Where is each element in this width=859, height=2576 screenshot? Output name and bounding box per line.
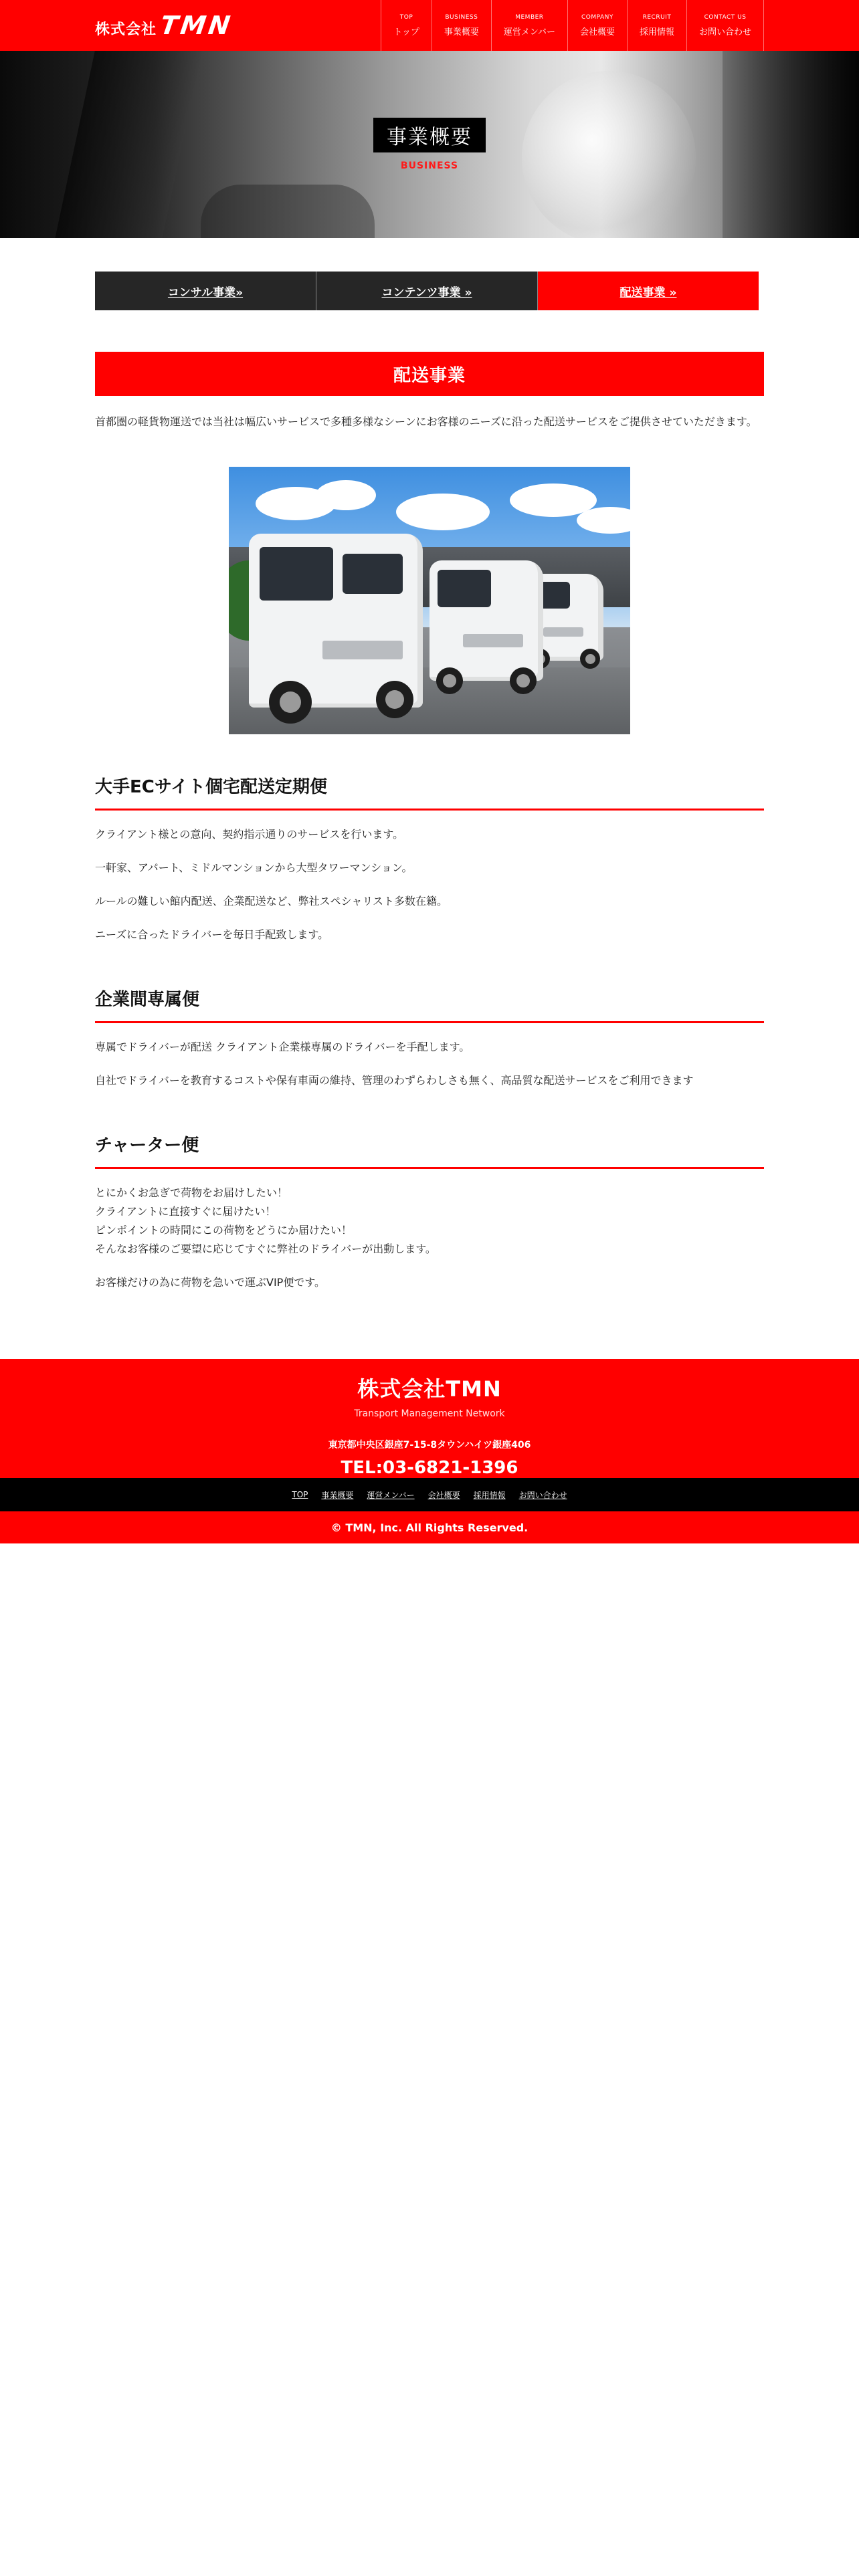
van-window <box>260 547 333 601</box>
service-paragraph: 自社でドライバーを教育するコストや保有車両の維持、管理のわずらわしさも無く、高品質な配送サービスをご利用できます <box>95 1074 694 1087</box>
footer-tel[interactable]: TEL:03-6821-1396 <box>341 1458 518 1478</box>
service-section <box>95 1132 764 1292</box>
section-intro: 首都圏の軽貨物運送では当社は幅広いサービスで多種多様なシーンにお客様のニーズに沿った配送サービスをご提供させていただきます。 <box>95 415 757 428</box>
van-wheel <box>376 681 413 718</box>
business-tabs <box>95 272 759 310</box>
site-logo[interactable] <box>95 11 233 40</box>
service-paragraph: ピンポイントの時間にこの荷物をどうにか届けたい！ <box>95 1224 353 1237</box>
nav-item-en-label: RECRUIT <box>642 13 672 21</box>
van-grille <box>463 634 523 647</box>
nav-item-top[interactable] <box>381 0 432 51</box>
header-inner <box>95 0 764 51</box>
nav-item-jp-label: 運営メンバー <box>503 27 555 37</box>
nav-item-jp-label: トップ <box>393 27 419 37</box>
nav-item-en-label: COMPANY <box>581 13 613 21</box>
hero-subtitle: BUSINESS <box>400 160 459 171</box>
nav-item-business[interactable] <box>432 0 492 51</box>
service-paragraph: クライアント様との意向、契約指示通りのサービスを行います。 <box>95 828 404 841</box>
van-grille <box>322 641 403 659</box>
service-section <box>95 773 764 944</box>
tab-consulting[interactable]: コンサル事業» <box>95 272 316 310</box>
service-paragraph: クライアントに直接すぐに届けたい！ <box>95 1205 276 1218</box>
service-paragraph: 一軒家、アパート、ミドルマンションから大型タワーマンション。 <box>95 861 413 874</box>
logo-brand-text: TMN <box>158 11 235 40</box>
service-section <box>95 986 764 1090</box>
site-header <box>0 0 859 51</box>
global-nav <box>381 0 764 51</box>
cloud-shape <box>577 507 630 534</box>
service-title: 大手ECサイト個宅配送定期便 <box>95 773 764 811</box>
van-window <box>343 554 403 594</box>
tab-contents[interactable]: コンテンツ事業 » <box>316 272 538 310</box>
hero-background-shape <box>201 185 375 238</box>
van-wheel <box>436 667 463 694</box>
main-content <box>95 272 764 1292</box>
footer-link-top[interactable]: TOP <box>292 1490 308 1499</box>
nav-item-member[interactable] <box>492 0 568 51</box>
nav-item-en-label: MEMBER <box>515 13 544 21</box>
delivery-vans-photo <box>229 467 630 734</box>
hero-banner <box>0 51 859 238</box>
van-wheel <box>580 649 600 669</box>
nav-item-contact[interactable] <box>687 0 764 51</box>
footer-link-company[interactable]: 会社概要 <box>427 1490 460 1500</box>
footer-link-contact[interactable]: お問い合わせ <box>518 1490 567 1500</box>
nav-item-en-label: CONTACT US <box>704 13 747 21</box>
nav-item-jp-label: 事業概要 <box>444 27 479 37</box>
van-grille <box>543 627 583 637</box>
footer-link-business[interactable]: 事業概要 <box>321 1490 354 1500</box>
van-wheel <box>269 681 312 724</box>
logo-kaisha-text: 株式会社 <box>95 21 157 38</box>
footer-link-recruit[interactable]: 採用情報 <box>473 1490 506 1500</box>
service-paragraph: ルールの難しい館内配送、企業配送など、弊社スペシャリスト多数在籍。 <box>95 895 448 907</box>
service-paragraph: とにかくお急ぎで荷物をお届けしたい！ <box>95 1186 288 1199</box>
service-title: チャーター便 <box>95 1132 764 1169</box>
service-paragraph: 専属でドライバーが配送 クライアント企業様専属のドライバーを手配します。 <box>95 1041 470 1053</box>
van-shape <box>430 560 543 681</box>
service-paragraph: お客様だけの為に荷物を急いで運ぶVIP便です。 <box>95 1276 326 1289</box>
nav-item-en-label: BUSINESS <box>445 13 478 21</box>
nav-item-en-label: TOP <box>399 13 413 21</box>
hero-title: 事業概要 <box>373 118 486 152</box>
section-title: 配送事業 <box>95 352 764 396</box>
copyright: © TMN, Inc. All Rights Reserved. <box>0 1511 859 1543</box>
nav-item-jp-label: 採用情報 <box>639 27 674 37</box>
cloud-shape <box>316 480 376 510</box>
footer-nav <box>0 1478 859 1511</box>
nav-item-jp-label: お問い合わせ <box>698 27 751 37</box>
footer-tagline: Transport Management Network <box>354 1408 505 1419</box>
cloud-shape <box>396 494 490 530</box>
hero-title-wrap <box>0 118 859 171</box>
nav-item-company[interactable] <box>568 0 628 51</box>
van-window <box>438 570 491 607</box>
footer-link-member[interactable]: 運営メンバー <box>367 1490 415 1500</box>
site-footer <box>0 1359 859 1478</box>
footer-address: 東京都中央区銀座7-15-8タウンハイツ銀座406 <box>328 1440 531 1451</box>
service-title: 企業間専属便 <box>95 986 764 1023</box>
nav-item-jp-label: 会社概要 <box>579 27 615 37</box>
van-wheel <box>510 667 537 694</box>
nav-item-recruit[interactable] <box>628 0 687 51</box>
service-paragraph: そんなお客様のご要望に応じてすぐに弊社のドライバーが出動します。 <box>95 1243 436 1255</box>
service-paragraph: ニーズに合ったドライバーを毎日手配致します。 <box>95 928 329 941</box>
footer-company-name: 株式会社TMN <box>357 1376 502 1402</box>
tab-delivery[interactable]: 配送事業 » <box>538 272 759 310</box>
